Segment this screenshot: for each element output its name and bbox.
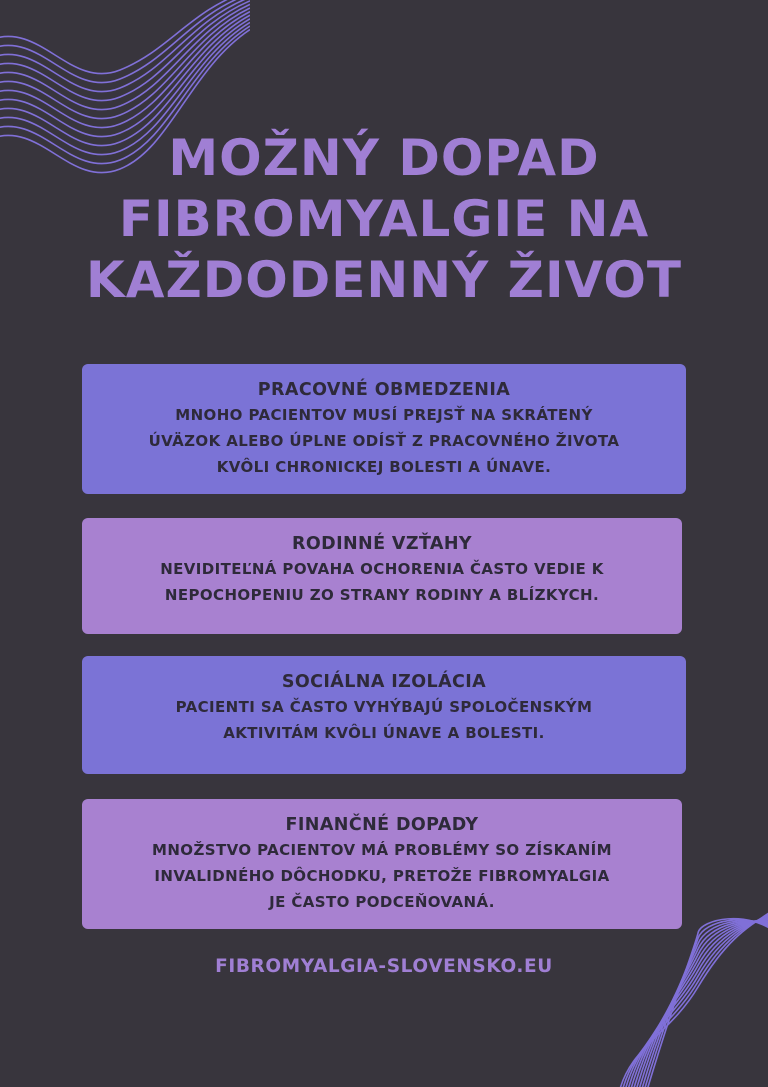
card-text-line: NEPOCHOPENIU ZO STRANY RODINY A BLÍZKYCH. [164,586,600,604]
card-text-line: AKTIVITÁM KVÔLI ÚNAVE A BOLESTI. [223,724,545,742]
card-text-line: NEVIDITEĽNÁ POVAHA OCHORENIA ČASTO VEDIE K [160,560,604,578]
card-text-line: JE ČASTO PODCEŇOVANÁ. [269,893,495,911]
title-line-3: KAŽDODENNÝ ŽIVOT [86,251,682,309]
page-title [0,128,768,311]
title-line-1: MOŽNÝ DOPAD [168,129,600,187]
wave-line [0,0,250,92]
card-financial-impact [82,799,682,929]
card-text-line: MNOŽSTVO PACIENTOV MÁ PROBLÉMY SO ZÍSKANÍM [152,841,612,859]
card-text-line: INVALIDNÉHO DÔCHODKU, PRETOŽE FIBROMYALGIA [154,867,610,885]
card-text-line: ÚVÄZOK ALEBO ÚPLNE ODÍSŤ Z PRACOVNÉHO ŽIVOTA [148,432,620,450]
wave-line [642,920,768,1087]
wave-line [0,0,250,83]
wave-line [645,919,768,1087]
card-social-isolation [82,656,686,774]
wave-line [634,921,768,1087]
website-link[interactable]: FIBROMYALGIA-SLOVENSKO.EU [215,956,553,977]
card-work-limitations [82,364,686,494]
card-heading: SOCIÁLNA IZOLÁCIA [281,672,487,692]
wave-line [0,4,250,109]
card-heading: FINANČNÉ DOPADY [285,815,479,835]
card-text-line: KVÔLI CHRONICKEJ BOLESTI A ÚNAVE. [216,458,552,476]
title-line-2: FIBROMYALGIE NA [118,190,650,248]
card-family-relations [82,518,682,634]
card-heading: RODINNÉ VZŤAHY [291,534,472,554]
card-text-line: PACIENTI SA ČASTO VYHÝBAJÚ SPOLOČENSKÝM [175,698,593,716]
card-heading: PRACOVNÉ OBMEDZENIA [257,380,511,400]
card-text-line: MNOHO PACIENTOV MUSÍ PREJSŤ NA SKRÁTENÝ [175,406,593,424]
